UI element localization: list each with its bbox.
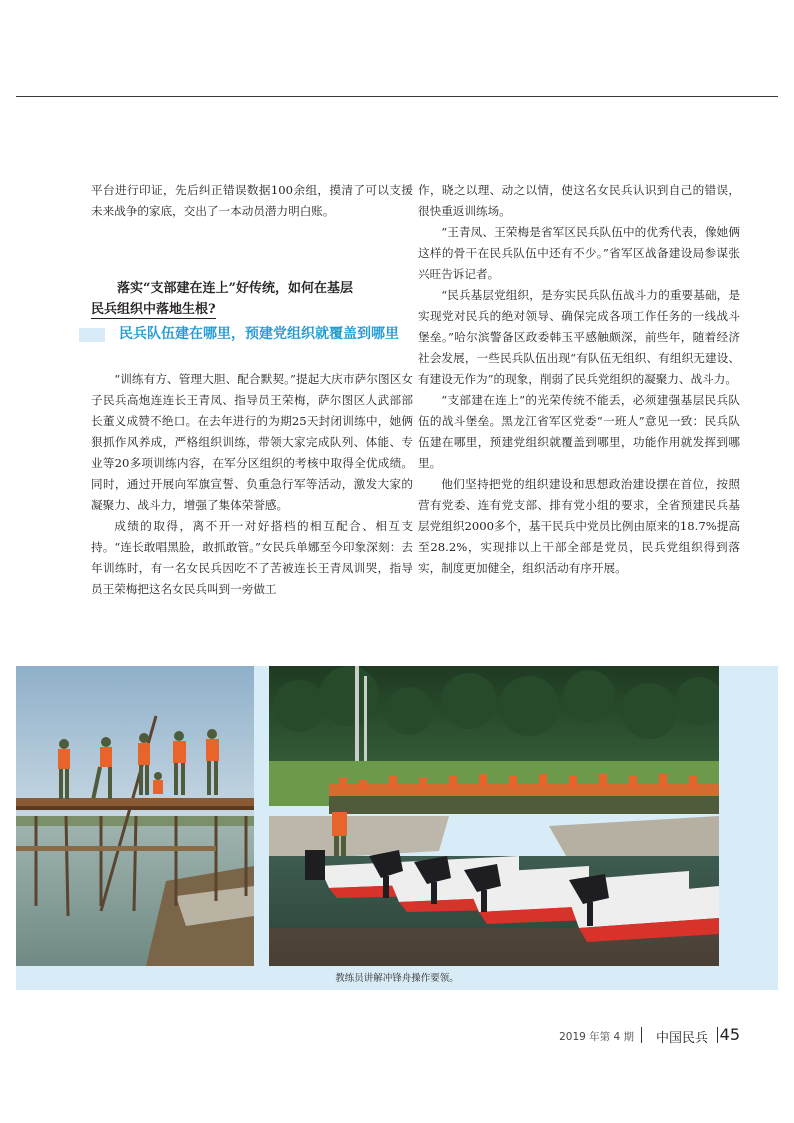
question-heading: [91, 278, 413, 320]
scaffold-scene: [16, 666, 254, 966]
footer-separator: [641, 1027, 642, 1043]
right-column: [418, 180, 740, 579]
intro-paragraph: 平台进行印证，先后纠正错误数据100余组，摸清了可以支援未来战争的家底，交出了一本动员潜力明白账。: [91, 183, 413, 218]
left-column: [91, 180, 413, 600]
paragraph: “民兵基层党组织，是夯实民兵队伍战斗力的重要基础，是实现党对民兵的绝对领导、确保完成各项工作任务的一线战斗堡垒。”哈尔滨警备区政委韩玉平感触颇深，前些年，随着经济社会发展，一些民兵队伍出现“有队伍无组织、有组织无建设、有建设无作为”的现象，削弱了民兵党组织的凝聚力、战斗力。: [418, 288, 740, 386]
answer-heading: [91, 324, 413, 345]
paragraph: “支部建在连上”的光荣传统不能丢，必须建强基层民兵队伍的战斗堡垒。黑龙江省军区党委“一班人”意见一致：民兵队伍建在哪里，预建党组织就覆盖到哪里，功能作用就发挥到哪里。: [418, 393, 740, 470]
photo-scaffold-training: [16, 666, 254, 966]
heading-accent-bar: [79, 328, 105, 342]
question-heading-line1: 落实“支部建在连上”好传统，如何在基层: [117, 281, 353, 296]
magazine-name: 中国民兵: [655, 1031, 708, 1046]
photo-caption: 教练员讲解冲锋舟操作要领。: [335, 973, 459, 984]
footer-separator: [717, 1027, 718, 1043]
question-heading-line2: 民兵组织中落地生根?: [91, 302, 216, 317]
continuation-paragraph: 作，晓之以理、动之以情，使这名女民兵认识到自己的错误，很快重返训练场。: [418, 183, 740, 218]
answer-heading-text: 民兵队伍建在哪里，预建党组织就覆盖到哪里: [119, 326, 399, 342]
page-number: 45: [719, 1025, 740, 1044]
issue-label: 2019 年第 4 期: [559, 1031, 634, 1043]
paragraph: “训练有方、管理大胆、配合默契。”提起大庆市萨尔图区女子民兵高炮连连长王青凤、指导员王荣梅，萨尔图区人武部部长董义成赞不绝口。在去年进行的为期25天封闭训练中，她俩狠抓作风养成，严格组织训练，带领大家完成队列、体能、专业等20多项训练内容，在军分区组织的考核中取得全优成绩。同时，通过开展向军旗宣誓、负重急行军等活动，激发大家的凝聚力、战斗力，增强了集体荣誉感。: [91, 372, 413, 512]
page-footer: [0, 1026, 780, 1046]
photo-assault-boat-training: [269, 666, 719, 966]
boat-scene: [269, 666, 719, 966]
paragraph: 成绩的取得，离不开一对好搭档的相互配合、相互支持。“连长敢唱黑脸，敢抓敢管。”女民兵单娜至今印象深刻：去年训练时，有一名女民兵因吃不了苦被连长王青凤训哭，指导员王荣梅把这名女民兵叫到一旁做工: [91, 519, 413, 596]
top-rule: [16, 96, 778, 97]
paragraph: 他们坚持把党的组织建设和思想政治建设摆在首位，按照营有党委、连有党支部、排有党小组的要求，全省预建民兵基层党组织2000多个，基干民兵中党员比例由原来的18.7%提高至28.2%，实现排以上干部全部是党员，民兵党组织得到落实，制度更加健全，组织活动有序开展。: [418, 477, 740, 575]
paragraph: “王青凤、王荣梅是省军区民兵队伍中的优秀代表，像她俩这样的骨干在民兵队伍中还有不少。”省军区战备建设局参谋张兴旺告诉记者。: [418, 225, 740, 281]
